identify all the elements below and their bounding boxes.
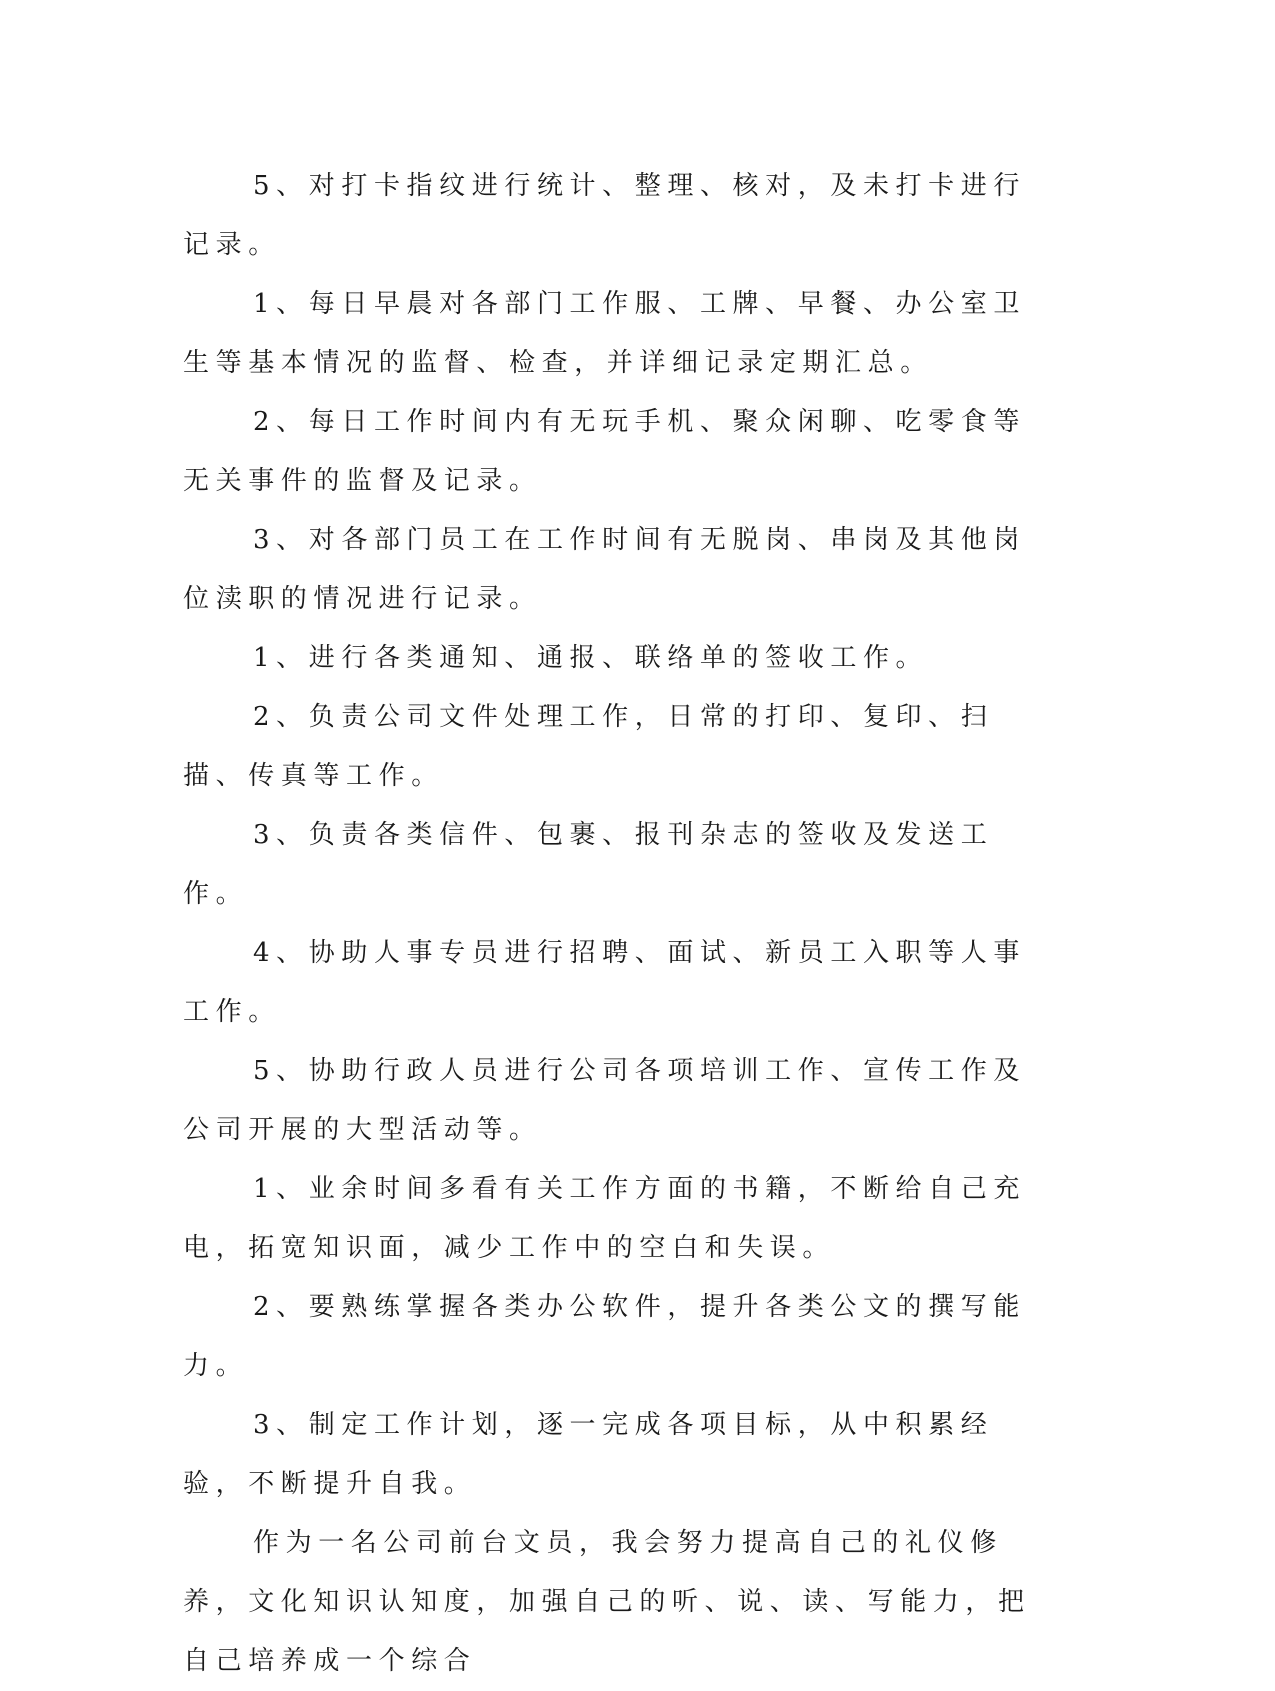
paragraph: 1、进行各类通知、通报、联络单的签收工作。: [253, 643, 929, 673]
paragraph: 3、负责各类信件、包裹、报刊杂志的签收及发送工作。: [183, 820, 994, 909]
paragraph: 2、要熟练掌握各类办公软件，提升各类公文的撰写能力。: [183, 1292, 1026, 1381]
paragraph: 2、每日工作时间内有无玩手机、聚众闲聊、吃零食等无关事件的监督及记录。: [183, 407, 1026, 496]
paragraph: 5、对打卡指纹进行统计、整理、核对，及未打卡进行记录。: [183, 171, 1026, 260]
paragraph: 作为一名公司前台文员，我会努力提高自己的礼仪修养，文化知识认知度，加强自己的听、说、读、写能力，把自己培养成一个综合: [183, 1528, 1031, 1676]
paragraph: 4、协助人事专员进行招聘、面试、新员工入职等人事工作。: [183, 938, 1026, 1027]
paragraph: 1、每日早晨对各部门工作服、工牌、早餐、办公室卫生等基本情况的监督、检查，并详细记录定期汇总。: [183, 289, 1026, 378]
document-body: [183, 157, 1043, 1691]
paragraph: 2、负责公司文件处理工作，日常的打印、复印、扫描、传真等工作。: [183, 702, 994, 791]
paragraph: 3、制定工作计划，逐一完成各项目标，从中积累经验，不断提升自我。: [183, 1410, 994, 1499]
paragraph: 3、对各部门员工在工作时间有无脱岗、串岗及其他岗位渎职的情况进行记录。: [183, 525, 1026, 614]
paragraph: 1、业余时间多看有关工作方面的书籍，不断给自己充电，拓宽知识面，减少工作中的空白和失误。: [183, 1174, 1026, 1263]
paragraph: 5、协助行政人员进行公司各项培训工作、宣传工作及公司开展的大型活动等。: [183, 1056, 1026, 1145]
